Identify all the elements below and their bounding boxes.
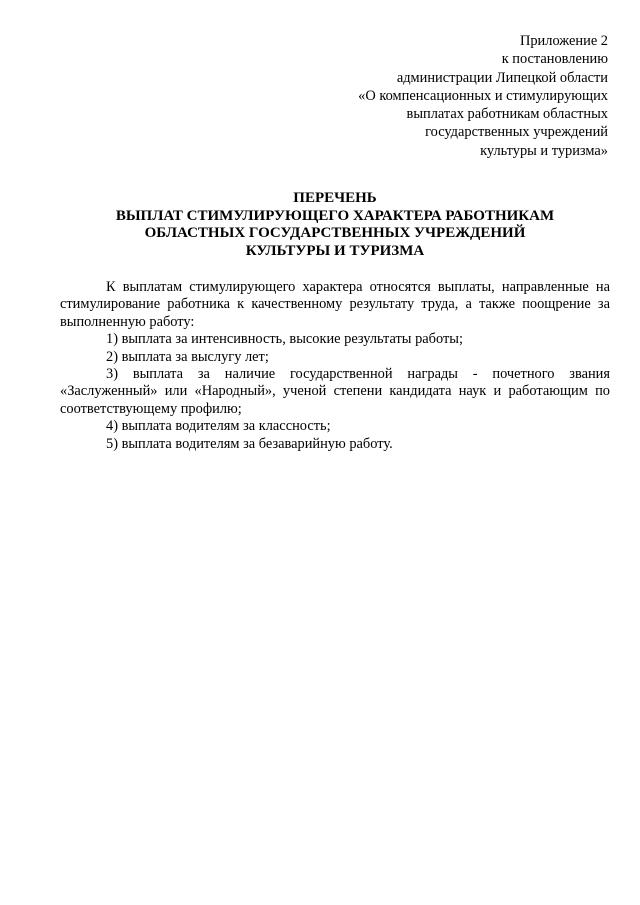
document-title (60, 190, 610, 260)
title-line: КУЛЬТУРЫ И ТУРИЗМА (245, 242, 425, 259)
document-body (60, 279, 610, 453)
list-item: 2) выплата за выслугу лет; (106, 348, 269, 365)
annex-line: Приложение 2 (519, 33, 608, 49)
title-line: ПЕРЕЧЕНЬ (293, 190, 377, 206)
list-item: 3) выплата за наличие государственной награды - почетного звания «Заслуженный» или «Народный», ученой степени кандидата наук и работающим по соответствующему профилю; (60, 366, 610, 417)
list-item: 1) выплата за интенсивность, высокие результаты работы; (106, 331, 463, 348)
annex-line: «О компенсационных и стимулирующих (358, 87, 608, 104)
annex-line: культуры и туризма» (480, 142, 608, 159)
title-line: ОБЛАСТНЫХ ГОСУДАРСТВЕННЫХ УЧРЕЖДЕНИЙ (144, 225, 526, 241)
intro-paragraph: К выплатам стимулирующего характера относятся выплаты, направленные на стимулирование работника к качественному результату труда, а также поощрение за выполненную работу: (60, 279, 610, 330)
list-item: 4) выплата водителям за классность; (106, 418, 331, 435)
annex-line: к постановлению (501, 51, 608, 68)
annex-header (288, 32, 608, 160)
annex-line: администрации Липецкой области (396, 69, 608, 86)
list-item: 5) выплата водителям за безаварийную работу. (106, 435, 393, 452)
title-line: ВЫПЛАТ СТИМУЛИРУЮЩЕГО ХАРАКТЕРА РАБОТНИКАМ (115, 207, 555, 224)
annex-line: государственных учреждений (425, 124, 608, 141)
annex-line: выплатах работникам областных (406, 106, 608, 123)
